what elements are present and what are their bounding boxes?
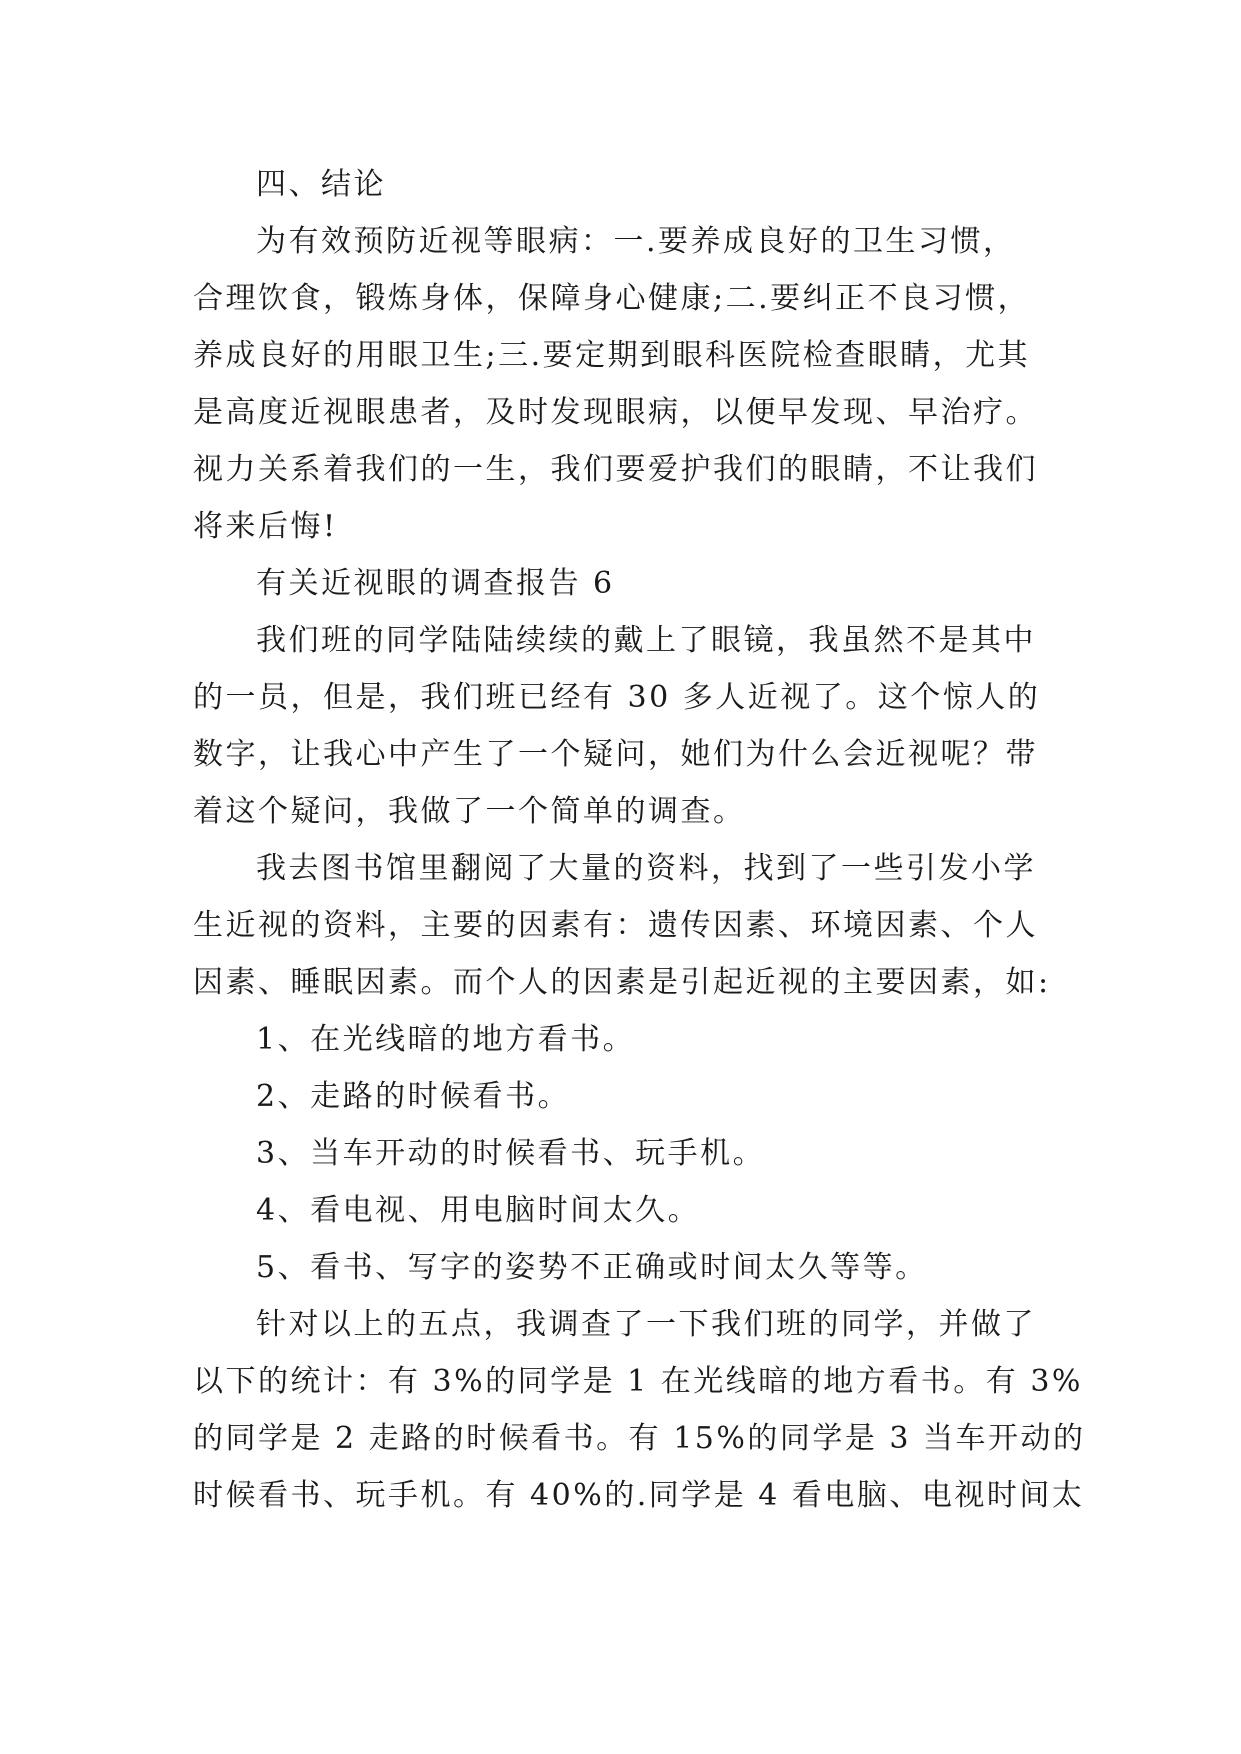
paragraph-line: 的同学是 2 走路的时候看书。有 15%的同学是 3 当车开动的 (193, 1421, 1086, 1456)
paragraph-line: 数字，让我心中产生了一个疑问，她们为什么会近视呢？带 (193, 737, 1038, 772)
paragraph-line: 是高度近视眼患者，及时发现眼病，以便早发现、早治疗。 (193, 395, 1038, 430)
paragraph-line: 时候看书、玩手机。有 40%的.同学是 4 看电脑、电视时间太 (193, 1478, 1085, 1513)
paragraph-line: 我们班的同学陆陆续续的戴上了眼镜，我虽然不是其中 (256, 623, 1036, 658)
paragraph-line: 将来后悔! (193, 509, 338, 544)
report-title: 有关近视眼的调查报告 6 (256, 566, 615, 601)
list-item: 1、在光线暗的地方看书。 (256, 1022, 636, 1057)
list-item: 2、走路的时候看书。 (256, 1079, 571, 1114)
list-item: 4、看电视、用电脑时间太久。 (256, 1193, 701, 1228)
paragraph-line: 着这个疑问，我做了一个简单的调查。 (193, 794, 746, 829)
list-item: 3、当车开动的时候看书、玩手机。 (256, 1136, 766, 1171)
paragraph-line: 以下的统计：有 3%的同学是 1 在光线暗的地方看书。有 3% (193, 1364, 1083, 1399)
paragraph-line: 合理饮食，锻炼身体，保障身心健康;二.要纠正不良习惯， (193, 281, 1031, 316)
section-heading: 四、结论 (256, 167, 386, 202)
paragraph-line: 生近视的资料，主要的因素有：遗传因素、环境因素、个人 (193, 908, 1038, 943)
paragraph-line: 为有效预防近视等眼病：一.要养成良好的卫生习惯， (256, 224, 1016, 259)
paragraph-line: 养成良好的用眼卫生;三.要定期到眼科医院检查眼睛，尤其 (193, 338, 1031, 373)
paragraph-line: 的一员，但是，我们班已经有 30 多人近视了。这个惊人的 (193, 680, 1041, 715)
list-item: 5、看书、写字的姿势不正确或时间太久等等。 (256, 1250, 928, 1285)
paragraph-line: 针对以上的五点，我调查了一下我们班的同学，并做了 (256, 1307, 1036, 1342)
paragraph-line: 因素、睡眠因素。而个人的因素是引起近视的主要因素，如: (193, 965, 1051, 1000)
paragraph-line: 我去图书馆里翻阅了大量的资料，找到了一些引发小学 (256, 851, 1036, 886)
paragraph-line: 视力关系着我们的一生，我们要爱护我们的眼睛，不让我们 (193, 452, 1038, 487)
